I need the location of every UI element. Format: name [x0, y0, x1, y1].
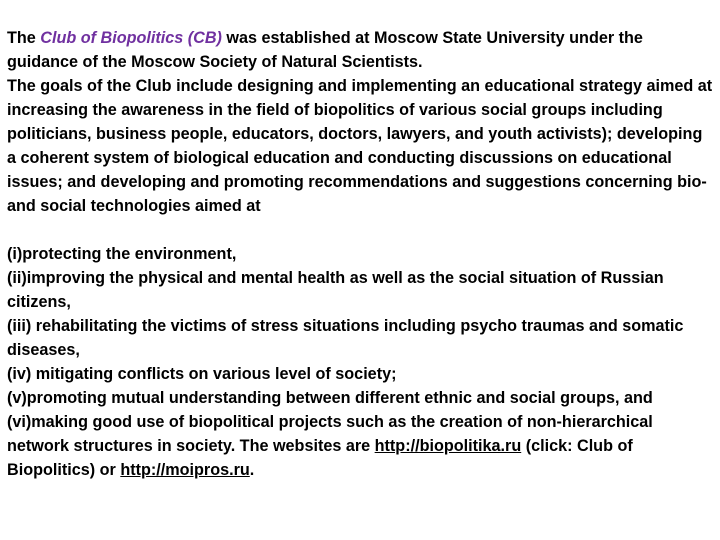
final-period: .: [249, 461, 255, 479]
club-name: Club of Biopolitics (CB): [40, 29, 222, 47]
list-item: (v)promoting mutual understanding between different ethnic and social groups, and: [7, 389, 653, 407]
intro-rest: was established at Moscow State University under the guidance of the Moscow Society of Natural Scientists.: [7, 29, 643, 71]
list-item: (iii) rehabilitating the victims of stress situations including psycho traumas and somatic diseases,: [7, 317, 684, 359]
goals-paragraph: The goals of the Club include designing and implementing an educational strategy aimed at increasing the awareness in the field of biopolitics of various social groups including politicians, business people, educators, doctors, lawyers, and youth activists); developing a coherent system of biological education and conducting discussions on educational issues; and developing and promoting recommendations and suggestions concerning bio- and social technologies aimed at: [7, 77, 713, 215]
slide-text-body: [7, 26, 713, 482]
intro-paragraph: [7, 26, 713, 74]
list-item: (iv) mitigating conflicts on various level of society;: [7, 365, 397, 383]
list-item: (i)protecting the environment,: [7, 245, 237, 263]
biopolitika-link[interactable]: http://biopolitika.ru: [374, 437, 522, 455]
blank-line: [7, 218, 713, 242]
link-between-text: (click: Club of Biopolitics) or: [7, 437, 633, 479]
intro-lead: The: [7, 29, 41, 47]
moipros-link[interactable]: http://moipros.ru: [120, 461, 250, 479]
list-item: (vi)making good use of biopolitical projects such as the creation of non-hierarchical network structures in society. The websites are: [7, 413, 653, 455]
list-item: (ii)improving the physical and mental health as well as the social situation of Russian citizens,: [7, 269, 664, 311]
list-item-final: [7, 410, 713, 482]
